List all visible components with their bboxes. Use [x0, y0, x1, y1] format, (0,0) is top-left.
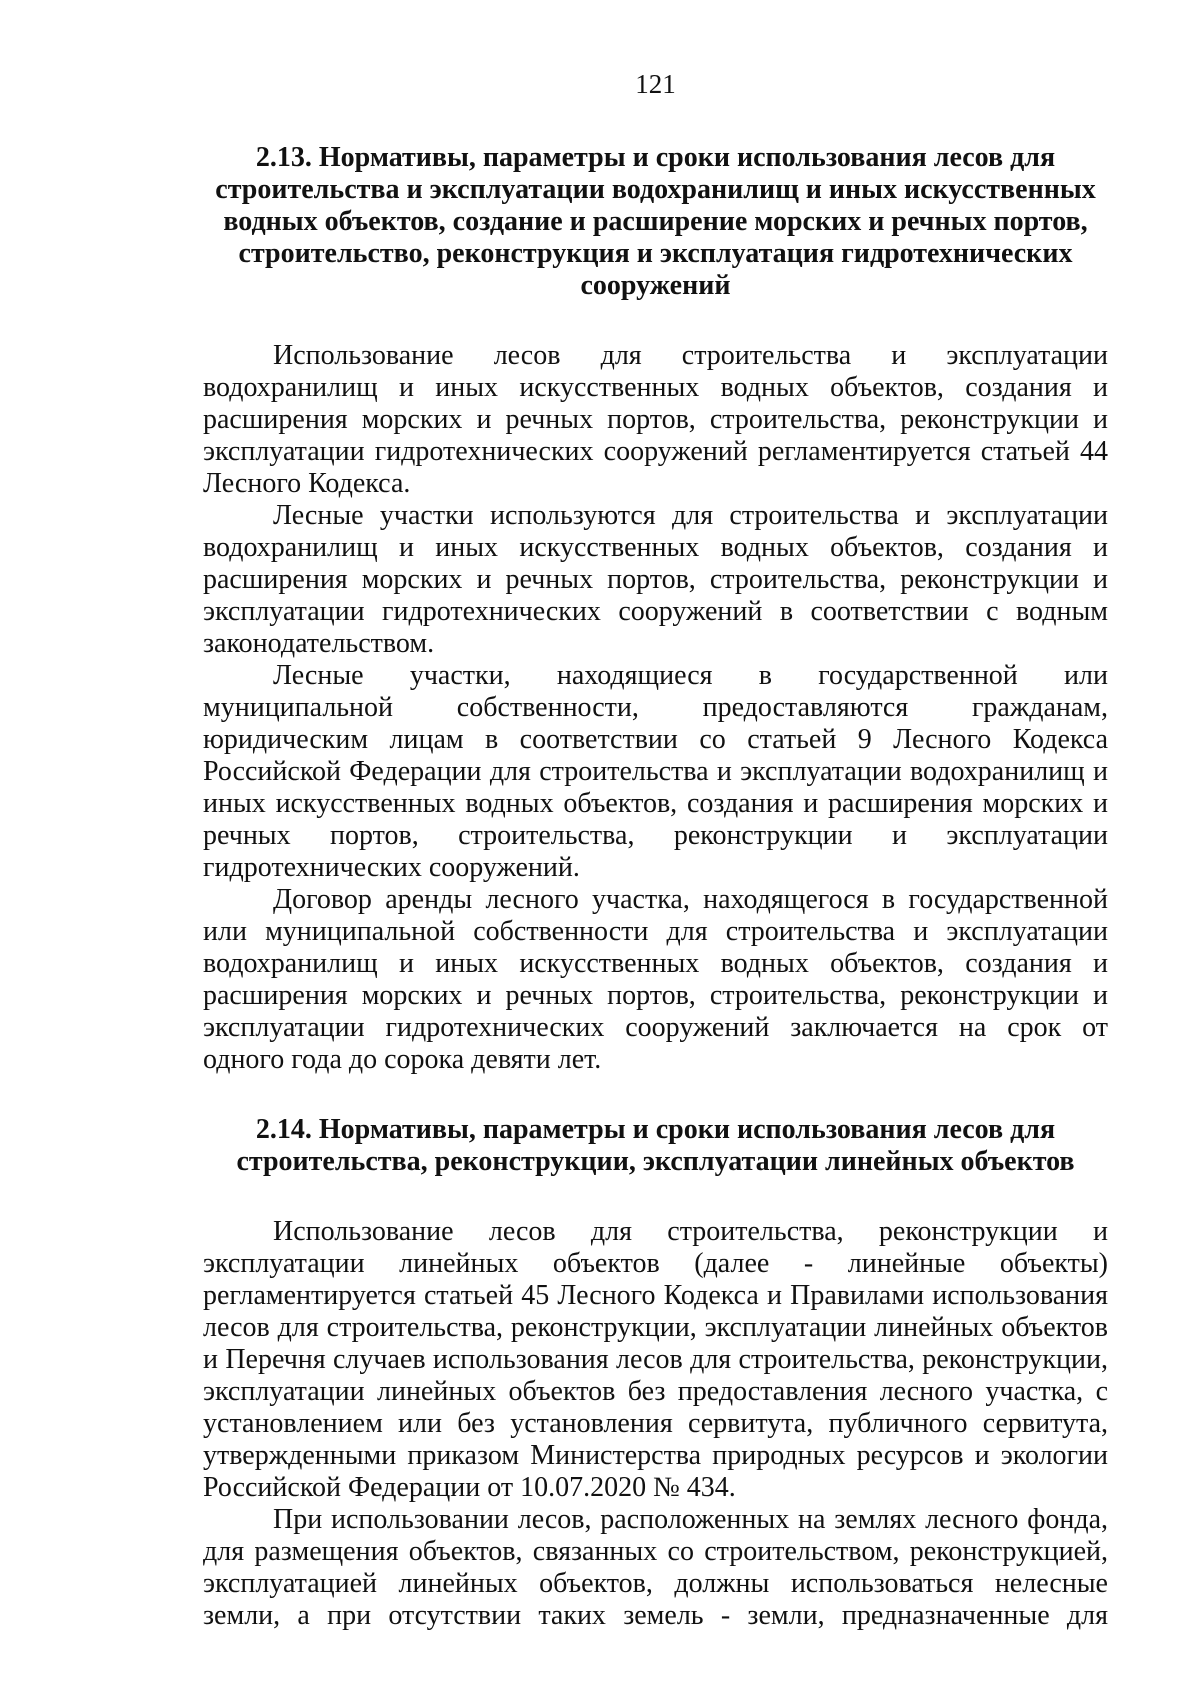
paragraph: Лесные участки, находящиеся в государственной или муниципальной собственности, предоставляются гражданам, юридическим лицам в соответствии со статьей 9 Лесного Кодекса Российской Федерации для строительства и эксплуатации водохранилищ и иных искусственных водных объектов, создания и расширения морских и речных портов, строительства, реконструкции и эксплуатации гидротехнических сооружений. [203, 660, 1108, 883]
paragraph: Договор аренды лесного участка, находящегося в государственной или муниципальной собственности для строительства и эксплуатации водохранилищ и иных искусственных водных объектов, создания и расширения морских и речных портов, строительства, реконструкции и эксплуатации гидротехнических сооружений заключается на срок от одного года до сорока девяти лет. [203, 884, 1108, 1075]
section-heading-2-14: 2.14. Нормативы, параметры и сроки использования лесов для строительства, реконструкции, эксплуатации линейных объектов [236, 1114, 1075, 1177]
paragraph: При использовании лесов, расположенных на землях лесного фонда, для размещения объектов, связанных со строительством, реконструкцией, эксплуатацией линейных объектов, должны использоваться нелесные земли, а при отсутствии таких земель - земли, предназначенные для [203, 1504, 1108, 1631]
page-number: 121 [635, 69, 676, 99]
paragraph: Использование лесов для строительства и эксплуатации водохранилищ и иных искусственных водных объектов, создания и расширения морских и речных портов, строительства, реконструкции и эксплуатации гидротехнических сооружений регламентируется статьей 44 Лесного Кодекса. [203, 340, 1108, 499]
section-heading-2-13: 2.13. Нормативы, параметры и сроки использования лесов для строительства и эксплуатации водохранилищ и иных искусственных водных объектов, создание и расширение морских и речных портов, строительство, реконструкция и эксплуатация гидротехнических сооружений [215, 142, 1096, 301]
paragraph: Лесные участки используются для строительства и эксплуатации водохранилищ и иных искусственных водных объектов, создания и расширения морских и речных портов, строительства, реконструкции и эксплуатации гидротехнических сооружений в соответствии с водным законодательством. [203, 500, 1108, 659]
paragraph: Использование лесов для строительства, реконструкции и эксплуатации линейных объектов (далее - линейные объекты) регламентируется статьей 45 Лесного Кодекса и Правилами использования лесов для строительства, реконструкции, эксплуатации линейных объектов и Перечня случаев использования лесов для строительства, реконструкции, эксплуатации линейных объектов без предоставления лесного участка, с установлением или без установления сервитута, публичного сервитута, утвержденными приказом Министерства природных ресурсов и экологии Российской Федерации от 10.07.2020 № 434. [203, 1216, 1108, 1503]
